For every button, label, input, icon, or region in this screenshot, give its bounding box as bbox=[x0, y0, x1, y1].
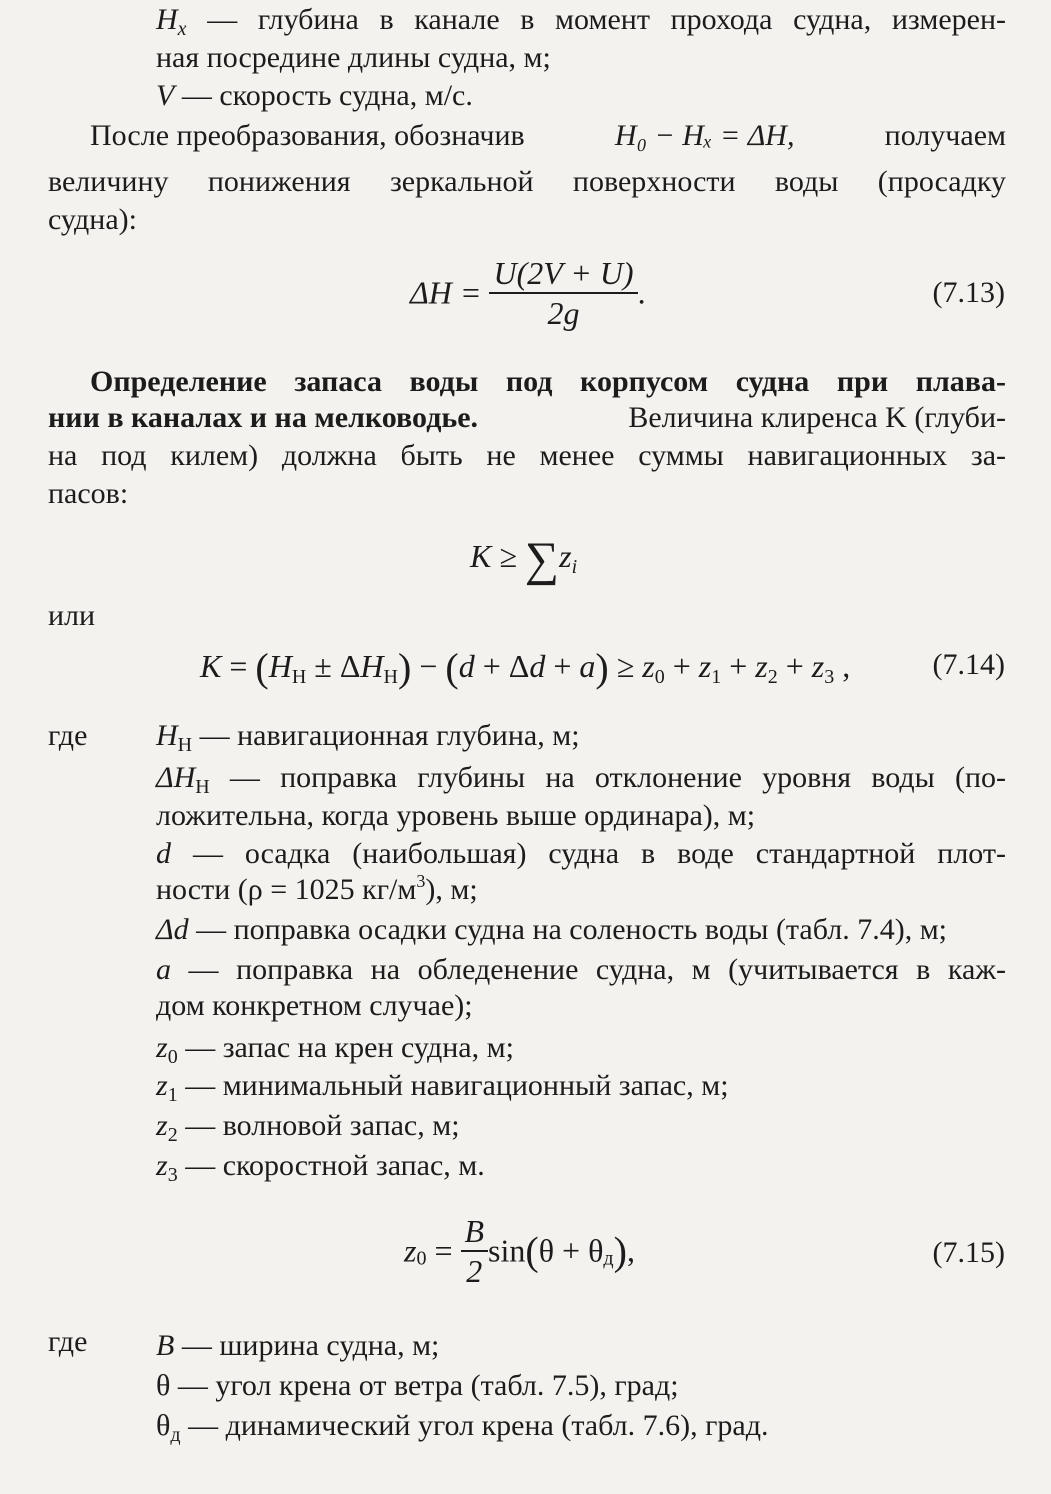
denominator: 2g bbox=[547, 295, 580, 331]
definition-z0 bbox=[156, 1028, 514, 1068]
eq-lhs: ΔH = bbox=[410, 274, 482, 311]
inline-formula: H₀ − Hₓ = ΔH, bbox=[614, 119, 795, 152]
symbol: B bbox=[156, 1329, 175, 1362]
symbol: V bbox=[156, 79, 175, 112]
symbol: z bbox=[156, 1069, 168, 1102]
definition-text: — осадка (наибольшая) судна в воде стандартной плот- bbox=[171, 837, 1006, 870]
definition-V bbox=[156, 76, 473, 116]
paragraph-2-line-1 bbox=[90, 362, 1006, 402]
symbol: Δd bbox=[156, 913, 189, 946]
definition-dHN-cont bbox=[156, 796, 755, 836]
argument-sub: д bbox=[603, 1247, 614, 1270]
fraction bbox=[461, 1212, 489, 1290]
bold-heading: нии в каналах и на мелководье. bbox=[48, 401, 479, 434]
label-gde: где bbox=[48, 719, 88, 752]
equation-7-15: $z_0$ = $\frac{B}{2}$ $\sin(\theta + \theta_д)$, bbox=[404, 1213, 635, 1289]
symbol-sub: 1 bbox=[167, 1084, 178, 1106]
symbol-sub: Н bbox=[195, 776, 210, 798]
definition-d bbox=[156, 834, 1006, 874]
definition-a-cont bbox=[156, 986, 473, 1026]
definition-z1 bbox=[156, 1066, 729, 1106]
definition-a bbox=[156, 950, 1006, 990]
numerator: U(2V + U) bbox=[489, 254, 637, 294]
symbol: d bbox=[156, 837, 171, 870]
definition-text: — минимальный навигационный запас, м; bbox=[177, 1069, 729, 1102]
function: sin bbox=[488, 1232, 526, 1269]
definition-text: дом конкретном случае); bbox=[156, 989, 473, 1022]
definition-dd bbox=[156, 910, 947, 950]
definition-dHN bbox=[156, 758, 1006, 798]
definition-text: ности (ρ = 1025 кг/м bbox=[156, 873, 417, 906]
eq-lhs: K ≥ bbox=[470, 538, 517, 574]
symbol: H bbox=[156, 719, 178, 752]
definition-text: — поправка осадки судна на соленость воды (табл. 7.4), м; bbox=[188, 913, 948, 946]
equation-number-7-14: (7.14) bbox=[932, 648, 1005, 681]
definition-z2 bbox=[156, 1106, 460, 1146]
definition-text: — волновой запас, м; bbox=[177, 1109, 460, 1142]
symbol: z bbox=[156, 1031, 168, 1064]
text: пасов: bbox=[48, 477, 129, 510]
symbol-sub: Н bbox=[177, 734, 193, 756]
definition-text: — поправка на обледенение судна, м (учитывается в каж- bbox=[171, 953, 1006, 986]
symbol-sub: 2 bbox=[167, 1124, 178, 1146]
definition-z3 bbox=[156, 1146, 485, 1186]
symbol: θ bbox=[156, 1409, 171, 1442]
bold-heading: Определение запаса воды под корпусом судна при плава- bbox=[90, 365, 1006, 398]
symbol-sub: д bbox=[170, 1424, 181, 1446]
definition-text: — скорость судна, м/с. bbox=[174, 79, 473, 112]
definition-Hx-cont bbox=[156, 38, 551, 78]
equation-7-13 bbox=[410, 254, 646, 332]
eq-var: z bbox=[559, 538, 572, 574]
text: на под килем) должна быть не менее суммы навигационных за- bbox=[48, 439, 1006, 472]
word-ili: или bbox=[48, 599, 96, 632]
definition-text: — динамический угол крена (табл. 7.6), град. bbox=[180, 1409, 769, 1442]
paragraph-2-line-3 bbox=[48, 436, 1006, 476]
symbol: θ bbox=[156, 1369, 171, 1402]
definition-text: ная посредине длины судна, м; bbox=[156, 41, 551, 74]
symbol: z bbox=[156, 1149, 168, 1182]
eq-tail: . bbox=[637, 274, 646, 311]
superscript: 3 bbox=[416, 871, 426, 891]
text: величину понижения зеркальной поверхности воды (просадку bbox=[48, 165, 1006, 198]
definition-d-cont bbox=[156, 870, 478, 910]
eq-sub: i bbox=[571, 556, 578, 578]
definition-theta-d bbox=[156, 1406, 768, 1446]
definition-text: — скоростной запас, м. bbox=[177, 1149, 485, 1182]
fraction bbox=[489, 254, 637, 332]
symbol: a bbox=[156, 953, 171, 986]
paragraph-2-line-2 bbox=[48, 398, 1006, 438]
symbol: H bbox=[156, 3, 178, 36]
definition-text: ), м; bbox=[425, 873, 478, 906]
definition-text: — глубина в канале в момент прохода судна, измерен- bbox=[186, 3, 1006, 36]
equation-sum bbox=[470, 532, 577, 587]
definition-theta bbox=[156, 1366, 679, 1406]
definition-text: — поправка глубины на отклонение уровня воды (по- bbox=[209, 761, 1006, 794]
eq-sign: = bbox=[426, 1232, 453, 1269]
paragraph-1-line-2 bbox=[48, 162, 1006, 202]
definition-text: ложительна, когда уровень выше ординара), м; bbox=[156, 799, 756, 832]
eq-lhs: z bbox=[404, 1232, 417, 1269]
symbol: ΔH bbox=[156, 761, 196, 794]
definition-text: — угол крена от ветра (табл. 7.5), град; bbox=[170, 1369, 679, 1402]
definition-B bbox=[156, 1326, 439, 1366]
denominator: 2 bbox=[466, 1253, 483, 1289]
definition-Hx bbox=[156, 0, 1006, 40]
eq-tail: , bbox=[626, 1232, 635, 1269]
definition-HN bbox=[156, 716, 580, 756]
numerator: B bbox=[461, 1212, 489, 1252]
paragraph-2-line-4 bbox=[48, 474, 128, 514]
text: судна): bbox=[48, 203, 137, 236]
text: Величина клиренса K (глуби- bbox=[628, 401, 1006, 434]
label-gde-2: где bbox=[48, 1325, 88, 1358]
eq-sub: 0 bbox=[416, 1247, 427, 1270]
text: После преобразования, обозначив bbox=[90, 119, 525, 152]
paragraph-1-line-1 bbox=[90, 116, 1006, 156]
text: получаем bbox=[884, 119, 1006, 152]
equation-number-7-13: (7.13) bbox=[932, 276, 1005, 309]
argument: θ + θ bbox=[538, 1232, 604, 1269]
symbol-sub: x bbox=[177, 18, 187, 40]
equation-number-7-15: (7.15) bbox=[932, 1236, 1005, 1269]
definition-text: — запас на крен судна, м; bbox=[177, 1031, 514, 1064]
paragraph-1-line-3 bbox=[48, 200, 137, 240]
definition-text: — ширина судна, м; bbox=[174, 1329, 440, 1362]
symbol: z bbox=[156, 1109, 168, 1142]
sum-symbol: ∑ bbox=[524, 533, 560, 586]
equation-7-14: $K = (H_Н \pm \Delta H_Н) - (d + \Delta d + a) \ge z_0 + z_1 + z_2 + z_3$ , bbox=[200, 645, 851, 690]
symbol-sub: 0 bbox=[167, 1046, 178, 1068]
definition-text: — навигационная глубина, м; bbox=[192, 719, 580, 752]
symbol-sub: 3 bbox=[167, 1164, 178, 1186]
